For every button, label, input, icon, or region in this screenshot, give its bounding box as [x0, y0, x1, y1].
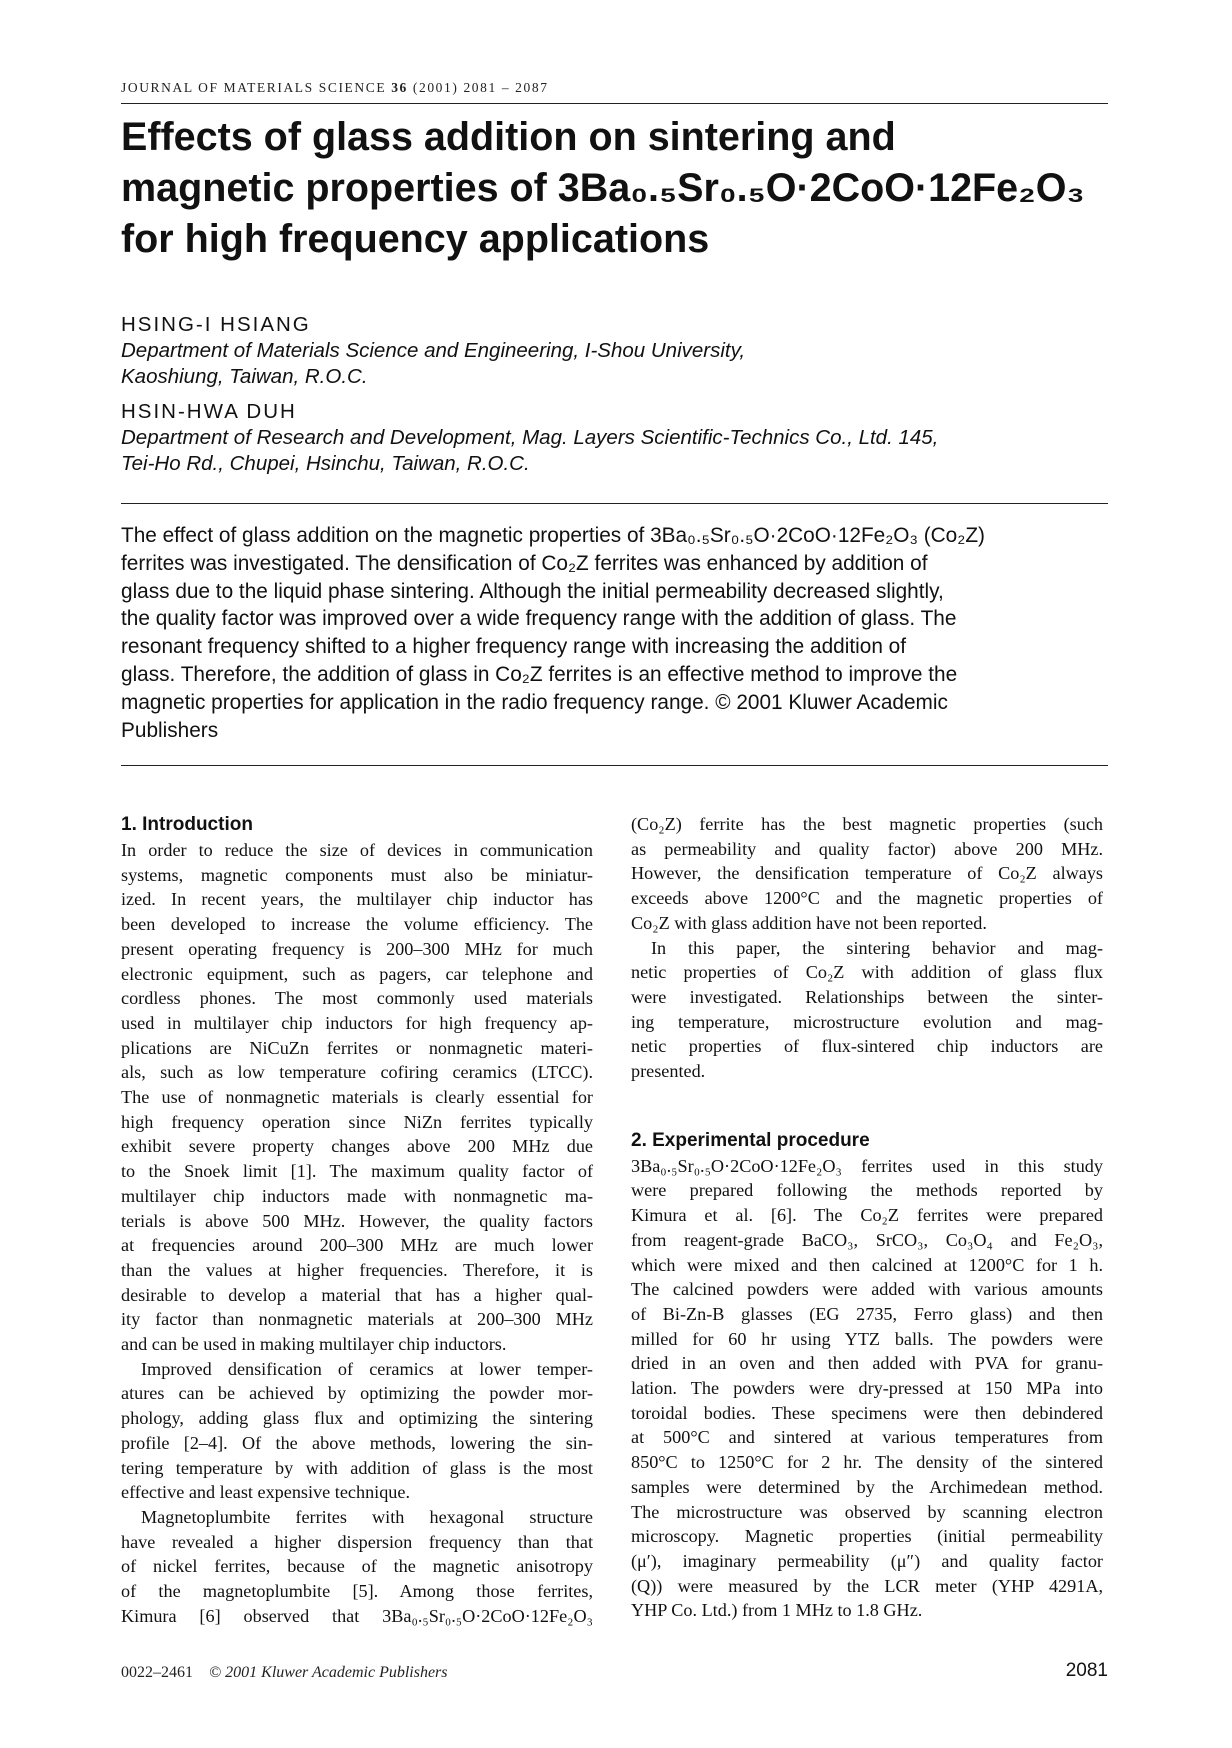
text-line: (Q)) were measured by the LCR meter (YHP 4291A,: [631, 1575, 1103, 1596]
running-head: [121, 80, 1108, 96]
text-line: were investigated. Relationships between the sinter-: [631, 986, 1103, 1007]
text-line: In order to reduce the size of devices in communication: [121, 840, 593, 860]
author-name: HSING-I HSIANG: [121, 313, 311, 336]
text-line: and can be used in making multilayer chip inductors.: [121, 1334, 507, 1355]
text-line: However, the densification temperature of Co₂Z always: [631, 863, 1103, 884]
abstract-line: ferrites was investigated. The densification of Co₂Z ferrites was enhanced by addition of: [121, 551, 928, 575]
text-line: The microstructure was observed by scanning electron: [631, 1501, 1103, 1522]
text-line: systems, magnetic components must also be miniatur-: [121, 864, 593, 885]
text-line: netic properties of flux-sintered chip inductors are: [631, 1036, 1103, 1057]
affiliation-line: Tei-Ho Rd., Chupei, Hsinchu, Taiwan, R.O.C.: [121, 452, 530, 475]
text-line: tering temperature by with addition of glass is the most: [121, 1457, 593, 1478]
text-line: Improved densification of ceramics at lower temper-: [141, 1358, 593, 1379]
text-line: dried in an oven and then added with PVA for granu-: [631, 1353, 1103, 1374]
text-line: The calcined powders were added with various amounts: [631, 1279, 1103, 1300]
left-column: [121, 812, 593, 1629]
text-line: phology, adding glass flux and optimizing the sintering: [121, 1408, 593, 1429]
text-line: microscopy. Magnetic properties (initial permeability: [631, 1526, 1103, 1547]
text-line: Kimura et al. [6]. The Co₂Z ferrites were prepared: [631, 1205, 1103, 1226]
article-title: [121, 112, 1121, 265]
abstract-line: glass due to the liquid phase sintering. Although the initial permeability decreased slightly,: [121, 579, 944, 603]
text-line: high frequency operation since NiZn ferrites typically: [121, 1111, 593, 1132]
text-line: plications are NiCuZn ferrites or nonmagnetic materi-: [121, 1037, 593, 1058]
text-line: milled for 60 hr using YTZ balls. The powders were: [631, 1328, 1103, 1349]
abstract: [121, 522, 1111, 744]
footer-copyright: [121, 1664, 448, 1682]
text-line: 850°C to 1250°C for 2 hr. The density of the sintered: [631, 1452, 1103, 1473]
text-line: 3Ba₀.₅Sr₀.₅O·2CoO·12Fe₂O₃ ferrites used in this study: [631, 1155, 1103, 1176]
text-line: of Bi-Zn-B glasses (EG 2735, Ferro glass) and then: [631, 1303, 1103, 1324]
abstract-top-rule: [121, 503, 1108, 504]
author-name: HSIN-HWA DUH: [121, 400, 297, 423]
author-affiliation: [121, 425, 1111, 477]
text-line: The use of nonmagnetic materials is clearly essential for: [121, 1087, 593, 1108]
text-line: used in multilayer chip inductors for high frequency ap-: [121, 1012, 593, 1033]
text-line: present operating frequency is 200–300 MHz for much: [121, 938, 593, 959]
abstract-line: Publishers: [121, 718, 219, 742]
text-line: samples were determined by the Archimedean method.: [631, 1476, 1103, 1497]
text-line: Magnetoplumbite ferrites with hexagonal structure: [141, 1506, 593, 1527]
issn: 0022–2461: [121, 1664, 193, 1681]
title-line: for high frequency applications: [121, 217, 710, 261]
text-line: were prepared following the methods reported by: [631, 1180, 1103, 1201]
text-line: Co₂Z with glass addition have not been reported.: [631, 912, 987, 933]
text-line: als, such as low temperature cofiring ceramics (LTCC).: [121, 1062, 593, 1083]
text-line: electronic equipment, such as pagers, car telephone and: [121, 963, 593, 984]
text-line: (μ′), imaginary permeability (μ″) and quality factor: [631, 1550, 1103, 1571]
text-line: exhibit severe property changes above 200 MHz due: [121, 1136, 593, 1157]
abstract-line: the quality factor was improved over a wide frequency range with the addition of glass. The: [121, 607, 957, 631]
affiliation-line: Department of Materials Science and Engineering, I-Shou University,: [121, 339, 746, 362]
abstract-line: magnetic properties for application in the radio frequency range. © 2001 Kluwer Academic: [121, 690, 948, 714]
text-line: lation. The powders were dry-pressed at 150 MPa into: [631, 1378, 1103, 1399]
text-line: ized. In recent years, the multilayer chip inductor has: [121, 889, 593, 910]
text-line: desirable to develop a material that has a higher qual-: [121, 1284, 593, 1305]
text-line: presented.: [631, 1061, 706, 1082]
text-line: of the magnetoplumbite [5]. Among those ferrites,: [121, 1581, 593, 1602]
text-line: Kimura [6] observed that 3Ba₀.₅Sr₀.₅O·2CoO·12Fe₂O₃: [121, 1605, 593, 1626]
section-spacer: [631, 1084, 1103, 1128]
right-column: [631, 812, 1103, 1623]
text-line: at frequencies around 200–300 MHz are much lower: [121, 1235, 593, 1256]
header-rule: [121, 103, 1108, 104]
text-line: as permeability and quality factor) above 200 MHz.: [631, 838, 1103, 859]
text-line: netic properties of Co₂Z with addition of glass flux: [631, 962, 1103, 983]
text-line: multilayer chip inductors made with nonmagnetic ma-: [121, 1185, 593, 1206]
text-line: (Co₂Z) ferrite has the best magnetic properties (such: [631, 814, 1103, 834]
title-line: magnetic properties of 3Ba₀.₅Sr₀.₅O·2CoO·12Fe₂O₃: [121, 166, 1085, 210]
author-affiliation: [121, 338, 1111, 390]
text-line: terials is above 500 MHz. However, the quality factors: [121, 1210, 593, 1231]
abstract-line: The effect of glass addition on the magnetic properties of 3Ba₀.₅Sr₀.₅O·2CoO·12Fe₂O₃ (Co₂Z): [121, 524, 985, 547]
text-line: profile [2–4]. Of the above methods, lowering the sin-: [121, 1432, 593, 1453]
copyright-notice: © 2001 Kluwer Academic Publishers: [209, 1664, 448, 1681]
text-line: atures can be achieved by optimizing the powder mor-: [121, 1383, 593, 1404]
text-line: effective and least expensive technique.: [121, 1482, 411, 1503]
text-line: cordless phones. The most commonly used materials: [121, 988, 593, 1009]
page-number: 2081: [1065, 1660, 1108, 1681]
journal-name: JOURNAL OF MATERIALS SCIENCE: [121, 80, 387, 95]
text-line: ing temperature, microstructure evolution and mag-: [631, 1011, 1103, 1032]
text-line: YHP Co. Ltd.) from 1 MHz to 1.8 GHz.: [631, 1600, 923, 1621]
text-line: exceeds above 1200°C and the magnetic properties of: [631, 888, 1103, 909]
title-line: Effects of glass addition on sintering and: [121, 115, 896, 159]
text-line: of nickel ferrites, because of the magnetic anisotropy: [121, 1556, 593, 1577]
text-line: been developed to increase the volume efficiency. The: [121, 914, 593, 935]
text-line: toroidal bodies. These specimens were then debindered: [631, 1402, 1103, 1423]
abstract-bottom-rule: [121, 765, 1108, 766]
abstract-line: resonant frequency shifted to a higher frequency range with increasing the addition of: [121, 635, 907, 659]
text-line: have revealed a higher dispersion frequency than that: [121, 1531, 593, 1552]
affiliation-line: Department of Research and Development, Mag. Layers Scientific-Technics Co., Ltd. 145,: [121, 426, 939, 449]
text-line: ity factor than nonmagnetic materials at 200–300 MHz: [121, 1309, 593, 1330]
section-heading-introduction: 1. Introduction: [121, 814, 253, 835]
text-line: to the Snoek limit [1]. The maximum quality factor of: [121, 1161, 593, 1182]
text-line: In this paper, the sintering behavior and mag-: [651, 937, 1103, 958]
abstract-line: glass. Therefore, the addition of glass in Co₂Z ferrites is an effective method to improve the: [121, 662, 958, 686]
text-line: from reagent-grade BaCO₃, SrCO₃, Co₃O₄ and Fe₂O₃,: [631, 1229, 1103, 1250]
volume-number: 36: [391, 80, 408, 95]
section-heading-experimental: 2. Experimental procedure: [631, 1129, 870, 1151]
text-line: at 500°C and sintered at various temperatures from: [631, 1427, 1103, 1448]
affiliation-line: Kaoshiung, Taiwan, R.O.C.: [121, 365, 368, 388]
text-line: which were mixed and then calcined at 1200°C for 1 h.: [631, 1254, 1103, 1275]
year-pages: (2001) 2081 – 2087: [412, 80, 549, 95]
text-line: than the values at higher frequencies. Therefore, it is: [121, 1259, 593, 1280]
